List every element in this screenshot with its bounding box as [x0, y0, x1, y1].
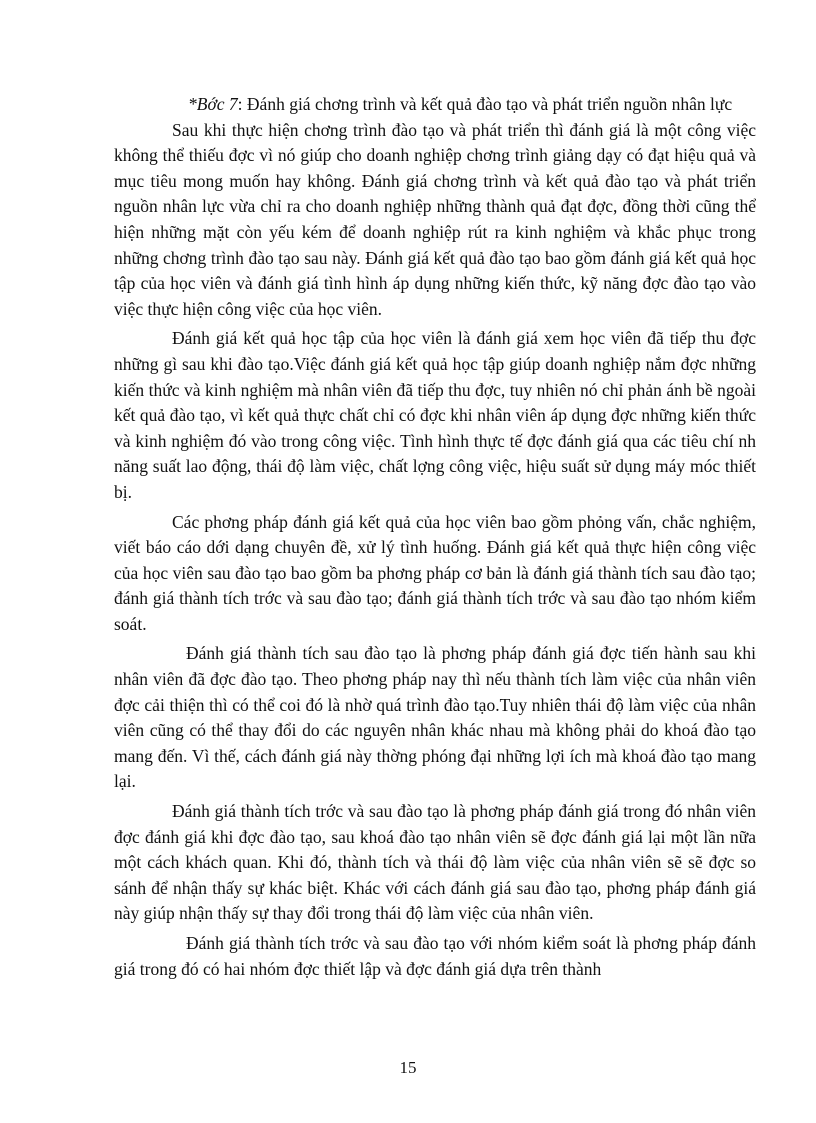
paragraph-4: Đánh giá thành tích sau đào tạo là phơng pháp đánh giá đợc tiến hành sau khi nhân viên đã đợc đào tạo. Theo phơng pháp nay thì nếu thành tích làm việc của nhân viên đợc cải thiện thì có thể coi đó là nhờ quá trình đào tạo.Tuy nhiên thái độ làm việc của nhân viên cũng có thể thay đổi do các nguyên nhân khác nhau mà không phải do khoá đào tạo mang đến. Vì thế, cách đánh giá này thờng phóng đại những lợi ích mà khoá đào tạo mang lại.: [114, 643, 756, 792]
page-body: [114, 92, 756, 982]
paragraph-5: Đánh giá thành tích trớc và sau đào tạo là phơng pháp đánh giá trong đó nhân viên đợc đánh giá khi đợc đào tạo, sau khoá đào tạo nhân viên sẽ đợc đánh giá lại một lần nữa một cách khách quan. Khi đó, thành tích và thái độ làm việc của nhân viên sẽ sẽ đợc so sánh để nhận thấy sự khác biệt. Khác với cách đánh giá sau đào tạo, phơng pháp đánh giá này giúp nhận thấy sự thay đổi trong thái độ làm việc của nhân viên.: [114, 801, 756, 924]
section-title-text: : Đánh giá chơng trình và kết quả đào tạo và phát triển nguồn nhân lực: [237, 94, 733, 114]
paragraph-3: Các phơng pháp đánh giá kết quả của học viên bao gồm phỏng vấn, chắc nghiệm, viết báo cáo dới dạng chuyên đề, xử lý tình huống. Đánh giá kết quả thực hiện công việc của học viên sau đào tạo bao gồm ba phơng pháp cơ bản là đánh giá thành tích sau đào tạo; đánh giá thành tích trớc và sau đào tạo; đánh giá thành tích trớc và sau đào tạo nhóm kiểm soát.: [114, 511, 756, 634]
page-number: 15: [399, 1058, 417, 1077]
paragraph-1: Sau khi thực hiện chơng trình đào tạo và phát triển thì đánh giá là một công việc không thể thiếu đợc vì nó giúp cho doanh nghiệp chơng trình giảng dạy có đạt hiệu quả và mục tiêu mong muốn hay không. Đánh giá chơng trình và kết quả đào tạo và phát triển nguồn nhân lực vừa chỉ ra cho doanh nghiệp những thành quả đạt đợc, đồng thời cũng thể hiện những mặt còn yếu kém để doanh nghiệp rút ra kinh nghiệm và khắc phục trong những chơng trình đào tạo sau này. Đánh giá kết quả đào tạo bao gồm đánh giá kết quả học tập của học viên và đánh giá tình hình áp dụng những kiến thức, kỹ năng đợc đào tạo vào việc thực hiện công việc của học viên.: [114, 119, 756, 319]
paragraph-6: Đánh giá thành tích trớc và sau đào tạo với nhóm kiểm soát là phơng pháp đánh giá trong đó có hai nhóm đợc thiết lập và đợc đánh giá dựa trên thành: [114, 933, 756, 979]
section-title: [114, 92, 756, 118]
step-label: *Bớc 7: [188, 94, 238, 114]
paragraph-2: Đánh giá kết quả học tập của học viên là đánh giá xem học viên đã tiếp thu đợc những gì sau khi đào tạo.Việc đánh giá kết quả học tập giúp doanh nghiệp nắm đợc những kiến thức và kinh nghiệm mà nhân viên đã tiếp thu đợc, tuy nhiên nó chỉ phản ánh bề ngoài kết quả đào tạo, vì kết quả thực chất chỉ có đợc khi nhân viên áp dụng đợc những kiến thức và kinh nghiệm đó vào trong công việc. Tình hình thực tế đợc đánh giá qua các tiêu chí nh năng suất lao động, thái độ làm việc, chất lợng công việc, hiệu suất sử dụng máy móc thiết bị.: [114, 328, 756, 502]
